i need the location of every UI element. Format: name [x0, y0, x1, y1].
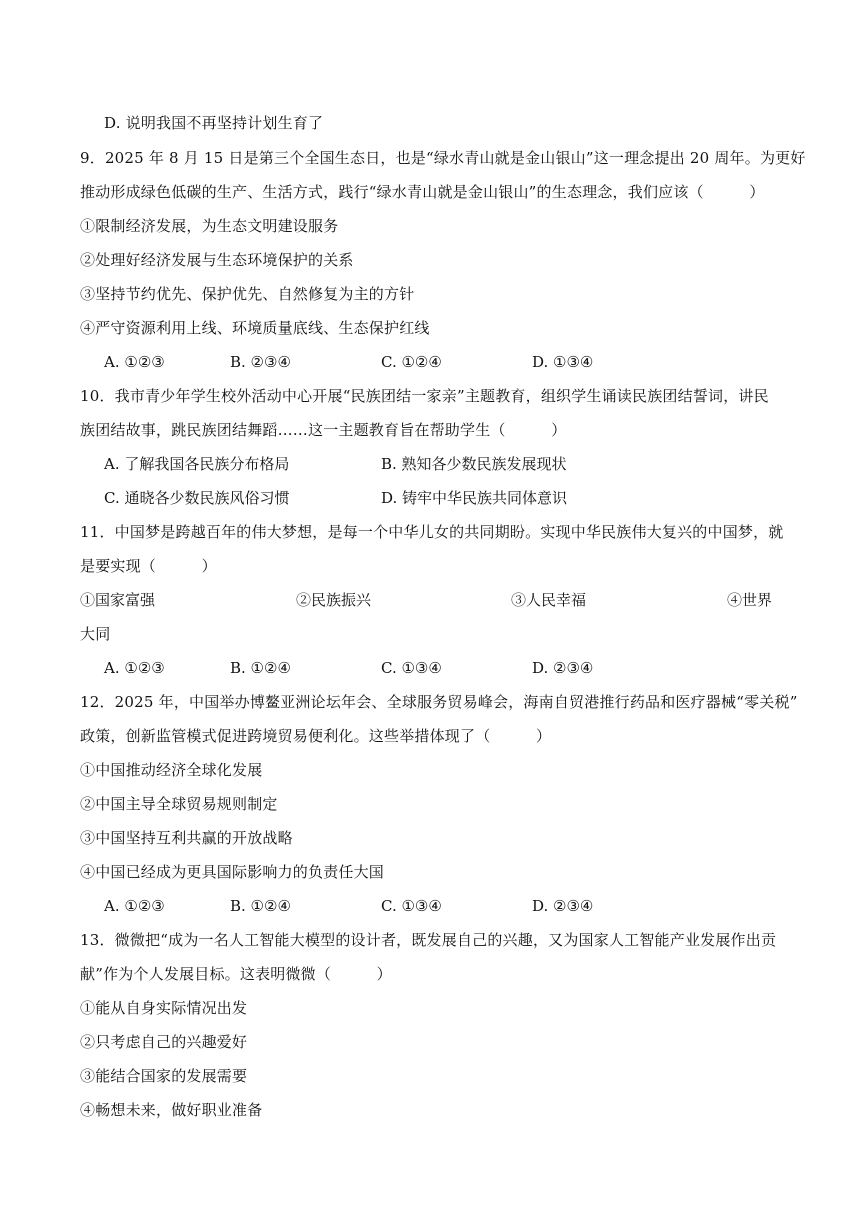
q12-option-b: B. ①②④ [230, 897, 291, 915]
q12-item-3: ③中国坚持互利共赢的开放战略 [80, 829, 293, 847]
q11-option-b: B. ①②④ [230, 659, 291, 677]
q13-item-1: ①能从自身实际情况出发 [80, 999, 248, 1017]
q11-option-d: D. ②③④ [532, 659, 594, 677]
q10-option-b: B. 熟知各少数民族发展现状 [381, 455, 567, 473]
q9-item-4: ④严守资源利用上线、环境质量底线、生态保护红线 [80, 319, 430, 337]
q10-option-d: D. 铸牢中华民族共同体意识 [381, 489, 568, 507]
q12-item-1: ①中国推动经济全球化发展 [80, 761, 263, 779]
q12-option-c: C. ①③④ [381, 897, 442, 915]
q13-stem-line2: 献”作为个人发展目标。这表明微微（ ） [80, 965, 392, 983]
q13-item-2: ②只考虑自己的兴趣爱好 [80, 1033, 248, 1051]
q11-item-2: ②民族振兴 [296, 591, 372, 609]
q12-item-2: ②中国主导全球贸易规则制定 [80, 795, 278, 813]
q11-option-a: A. ①②③ [104, 659, 165, 677]
q9-stem-line2: 推动形成绿色低碳的生产、生活方式，践行“绿水青山就是金山银山”的生态理念，我们应该（ ） [80, 183, 765, 201]
q9-stem-line1: 9．2025 年 8 月 15 日是第三个全国生态日，也是“绿水青山就是金山银山”这一理念提出 20 周年。为更好 [80, 149, 806, 167]
q11-item-3: ③人民幸福 [511, 591, 587, 609]
q10-option-c: C. 通晓各少数民族风俗习惯 [104, 489, 290, 507]
q11-stem-line1: 11．中国梦是跨越百年的伟大梦想，是每一个中华儿女的共同期盼。实现中华民族伟大复兴的中国梦，就 [80, 523, 784, 541]
q11-item-4: ④世界 [727, 591, 773, 609]
q12-option-a: A. ①②③ [104, 897, 165, 915]
q9-option-b: B. ②③④ [230, 353, 291, 371]
q13-item-4: ④畅想未来，做好职业准备 [80, 1101, 263, 1119]
q12-item-4: ④中国已经成为更具国际影响力的负责任大国 [80, 863, 385, 881]
q10-stem-line1: 10．我市青少年学生校外活动中心开展“民族团结一家亲”主题教育，组织学生诵读民族团结誓词，讲民 [80, 387, 769, 405]
q12-option-d: D. ②③④ [532, 897, 594, 915]
q9-item-2: ②处理好经济发展与生态环境保护的关系 [80, 251, 354, 269]
q9-item-3: ③坚持节约优先、保护优先、自然修复为主的方针 [80, 285, 415, 303]
q13-item-3: ③能结合国家的发展需要 [80, 1067, 248, 1085]
q9-item-1: ①限制经济发展，为生态文明建设服务 [80, 217, 339, 235]
q9-option-a: A. ①②③ [104, 353, 165, 371]
q12-stem-line2: 政策，创新监管模式促进跨境贸易便利化。这些举措体现了（ ） [80, 727, 552, 745]
q11-stem-line2: 是要实现（ ） [80, 557, 217, 575]
q11-item-4-cont: 大同 [80, 625, 111, 643]
q11-item-1: ①国家富强 [80, 591, 156, 609]
q11-option-c: C. ①③④ [381, 659, 442, 677]
q10-stem-line2: 族团结故事，跳民族团结舞蹈……这一主题教育旨在帮助学生（ ） [80, 421, 567, 439]
q12-stem-line1: 12．2025 年，中国举办博鳌亚洲论坛年会、全球服务贸易峰会，海南自贸港推行药品和医疗器械“零关税” [80, 693, 798, 711]
q13-stem-line1: 13．微微把“成为一名人工智能大模型的设计者，既发展自己的兴趣，又为国家人工智能产业发展作出贡 [80, 931, 777, 949]
q8-option-d: D. 说明我国不再坚持计划生育了 [104, 114, 324, 132]
q9-option-d: D. ①③④ [532, 353, 594, 371]
q9-option-c: C. ①②④ [381, 353, 442, 371]
q10-option-a: A. 了解我国各民族分布格局 [104, 455, 290, 473]
